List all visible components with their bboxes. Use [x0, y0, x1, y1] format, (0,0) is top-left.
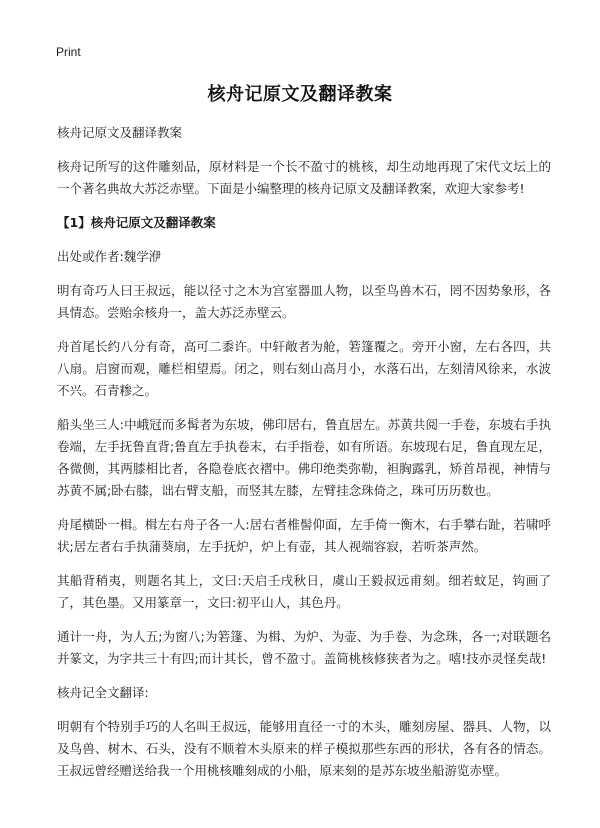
- translation-heading: 核舟记全文翻译:: [57, 685, 149, 700]
- text-paragraph: 舟尾横卧一楫。楫左右舟子各一人:居右者椎髻仰面，左手倚一衡木，右手攀右趾，若啸呼状;居左者右手执蒲葵扇，左手抚炉，炉上有壶，其人视端容寂，若听茶声然。: [57, 517, 551, 554]
- text-paragraph: 通计一舟，为人五;为窗八;为箬篷、为楫、为炉、为壶、为手卷、为念珠，各一;对联题名并篆文，为字共三十有四;而计其长，曾不盈寸。盖简桃核修狭者为之。嘻!技亦灵怪矣哉!: [57, 629, 551, 666]
- article-body: [57, 122, 551, 794]
- author-line: 出处或作者:魏学洢: [57, 249, 162, 264]
- intro-heading: 核舟记原文及翻译教案: [57, 125, 183, 140]
- page-title: 核舟记原文及翻译教案: [207, 84, 393, 105]
- text-paragraph: 舟首尾长约八分有奇，高可二黍许。中轩敞者为舱，箬篷覆之。旁开小窗，左右各四，共八扇。启窗而观，雕栏相望焉。闭之，则右刻山高月小，水落石出，左刻清风徐来，水波不兴。石青糁之。: [57, 339, 551, 398]
- section-heading: 【1】核舟记原文及翻译教案: [57, 215, 216, 230]
- text-paragraph: 其船背稍夷，则题名其上，文曰:天启壬戌秋日，虞山王毅叔远甫刻。细若蚊足，钩画了了，其色墨。又用篆章一，文曰:初平山人，其色丹。: [57, 573, 551, 610]
- translation-paragraph: 明朝有个特别手巧的人名叫王叔远，能够用直径一寸的木头，雕刻房屋、器具、人物，以及鸟兽、树木、石头，没有不顺着木头原来的样子模拟那些东西的形状，各有各的情态。王叔远曾经赠送给我一个用桃核雕刻成的小船，原来刻的是苏东坡坐船游览赤壁。: [57, 719, 551, 778]
- print-label: Print: [56, 45, 81, 59]
- text-paragraph: 船头坐三人:中峨冠而多髯者为东坡，佛印居右，鲁直居左。苏黄共阅一手卷，东坡右手执卷端，左手抚鲁直背;鲁直左手执卷末，右手指卷，如有所语。东坡现右足，鲁直现左足，各微侧，其两膝相比者，各隐卷底衣褶中。佛印绝类弥勒，袒胸露乳，矫首昂视，神情与苏黄不属;卧右膝，诎右臂支船，而竖其左膝，左臂挂念珠倚之，珠可历历数也。: [57, 417, 551, 498]
- intro-paragraph: 核舟记所写的这件雕刻品，原材料是一个长不盈寸的桃核，却生动地再现了宋代文坛上的一个著名典故大苏泛赤壁。下面是小编整理的核舟记原文及翻译教案，欢迎大家参考!: [57, 159, 551, 196]
- text-paragraph: 明有奇巧人曰王叔远，能以径寸之木为宫室器皿人物，以至鸟兽木石，罔不因势象形，各具情态。尝贻余核舟一，盖大苏泛赤壁云。: [57, 283, 551, 320]
